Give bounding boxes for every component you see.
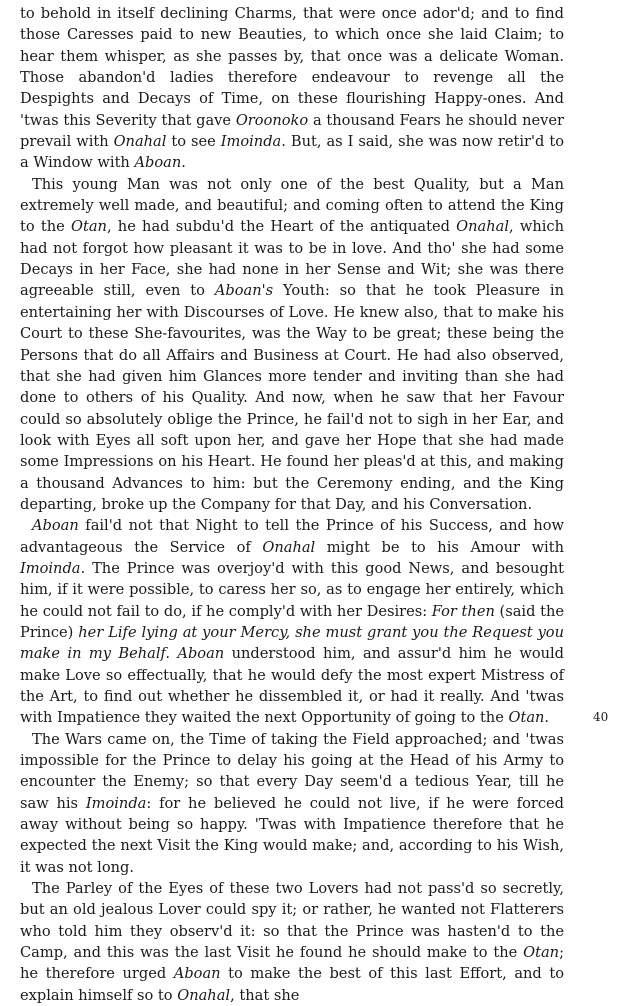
text-run: This young Man was not only one of the best Quality, but a Man extremely well made, and beautiful; and coming often to attend the King to the <box>20 175 564 236</box>
italic-text-run: Onahal <box>113 133 167 151</box>
text-run: . But, as I said, she was now retir'd to a Window with <box>20 133 564 172</box>
text-run: a thousand Fears he should never prevail with <box>20 111 564 151</box>
italic-text-run: Aboan <box>32 517 79 535</box>
italic-text-run: Onahal <box>177 986 231 1004</box>
text-run: The Parley of the Eyes of these two Lovers had not pass'd so secretly, but an old jealous Lover could spy it; or rather, he wanted not Flatterers who told him they observ'd it: so that the Prince was hasten'd to the Camp, and this was the last Visit he found he should make to the <box>20 880 564 962</box>
italic-text-run: Onahal <box>262 538 316 556</box>
italic-text-run: Otan <box>71 218 107 236</box>
text-run: , that she <box>230 986 300 1004</box>
text-run: . <box>181 154 186 172</box>
page-number: 40 <box>593 710 609 724</box>
text-run: understood him, and assur'd him he would make Love so effectually, that he would defy the most expert Mistress of the Art, to find out whether he dissembled it, or had it really. And 'twas with Impatience they waited the next Opportunity of going to the <box>20 645 565 727</box>
text-run: , which had not forgot how pleasant it was to be in love. And tho' she had some Decays in her Face, she had none in her Sense and Wit; she was there agreeable still, even to <box>20 218 564 300</box>
text-run: Youth: so that he took Pleasure in entertaining her with Discourses of Love. He knew also, that to make his Court to these She-favourites, was the Way to be great; these being the Persons that do all Affairs and Business at Court. He had also observed, that she had given him Glances more tender and inviting than she had done to others of his Quality. And now, when he saw that her Favour could so absolutely oblige the Prince, he fail'd not to sigh in her Ear, and look with Eyes all soft upon her, and gave her Hope that she had made some Impressions on his Heart. He found her pleas'd at this, and making a thousand Advances to him: but the Ceremony ending, and the King departing, broke up the Company for that Day, and his Conversation. <box>20 282 564 513</box>
italic-text-run: Oroonoko <box>235 111 309 129</box>
text-run: . <box>544 709 550 727</box>
text-run: . The Prince was overjoy'd with this good News, and besought him, if it were possible, to caress her so, as to engage her entirely, which he could not fail to do, if he comply'd with her Desires: <box>20 559 564 620</box>
text-run: ; he therefore urged <box>20 944 564 983</box>
paragraph <box>20 515 564 728</box>
italic-text-run: Aboan <box>134 154 182 172</box>
text-run: to see <box>166 133 221 151</box>
text-run: (said the Prince) <box>20 602 564 641</box>
italic-text-run: her Life lying at your Mercy, she must grant you the Request you make in my Behalf. Aboan <box>20 623 564 663</box>
italic-text-run: Aboan's <box>214 282 274 300</box>
italic-text-run: For then <box>431 602 495 620</box>
italic-text-run: Imoinda <box>20 559 81 577</box>
italic-text-run: Aboan <box>173 965 221 983</box>
italic-text-run: Otan <box>508 709 545 727</box>
body-text <box>20 3 564 1006</box>
text-run: to make the best of this last Effort, and to explain himself so to <box>20 965 564 1004</box>
paragraph <box>20 878 564 1006</box>
text-run: The Wars came on, the Time of taking the Field approached; and 'twas impossible for the Prince to delay his going at the Head of his Army to encounter the Enemy; so that every Day seem'd a tedious Year, till he saw his <box>20 730 564 812</box>
paragraph <box>20 3 564 174</box>
paragraph <box>20 174 564 516</box>
italic-text-run: Onahal <box>456 218 509 236</box>
italic-text-run: Otan <box>523 944 560 962</box>
text-run: fail'd not that Night to tell the Prince of his Success, and how advantageous the Service of <box>20 517 564 556</box>
paragraph <box>20 729 564 878</box>
text-run: to behold in itself declining Charms, that were once ador'd; and to find those Caresses paid to new Beauties, to which once she laid Claim; to hear them whisper, as she passes by, that once was a delicate Woman. Those abandon'd ladies therefore endeavour to revenge all the Despights and Decays of Time, on these flourishing Happy-ones. And 'twas this Severity that gave <box>20 5 564 129</box>
italic-text-run: Imoinda <box>85 794 147 812</box>
text-run: might be to his Amour with <box>315 538 564 556</box>
text-run: , he had subdu'd the Heart of the antiquated <box>106 218 457 236</box>
italic-text-run: Imoinda <box>220 133 282 151</box>
text-run: : for he believed he could not live, if he were forced away without being so happy. 'Twas with Impatience therefore that he expected the next Visit the King would make; and, according to his Wish, it was not long. <box>20 794 564 876</box>
